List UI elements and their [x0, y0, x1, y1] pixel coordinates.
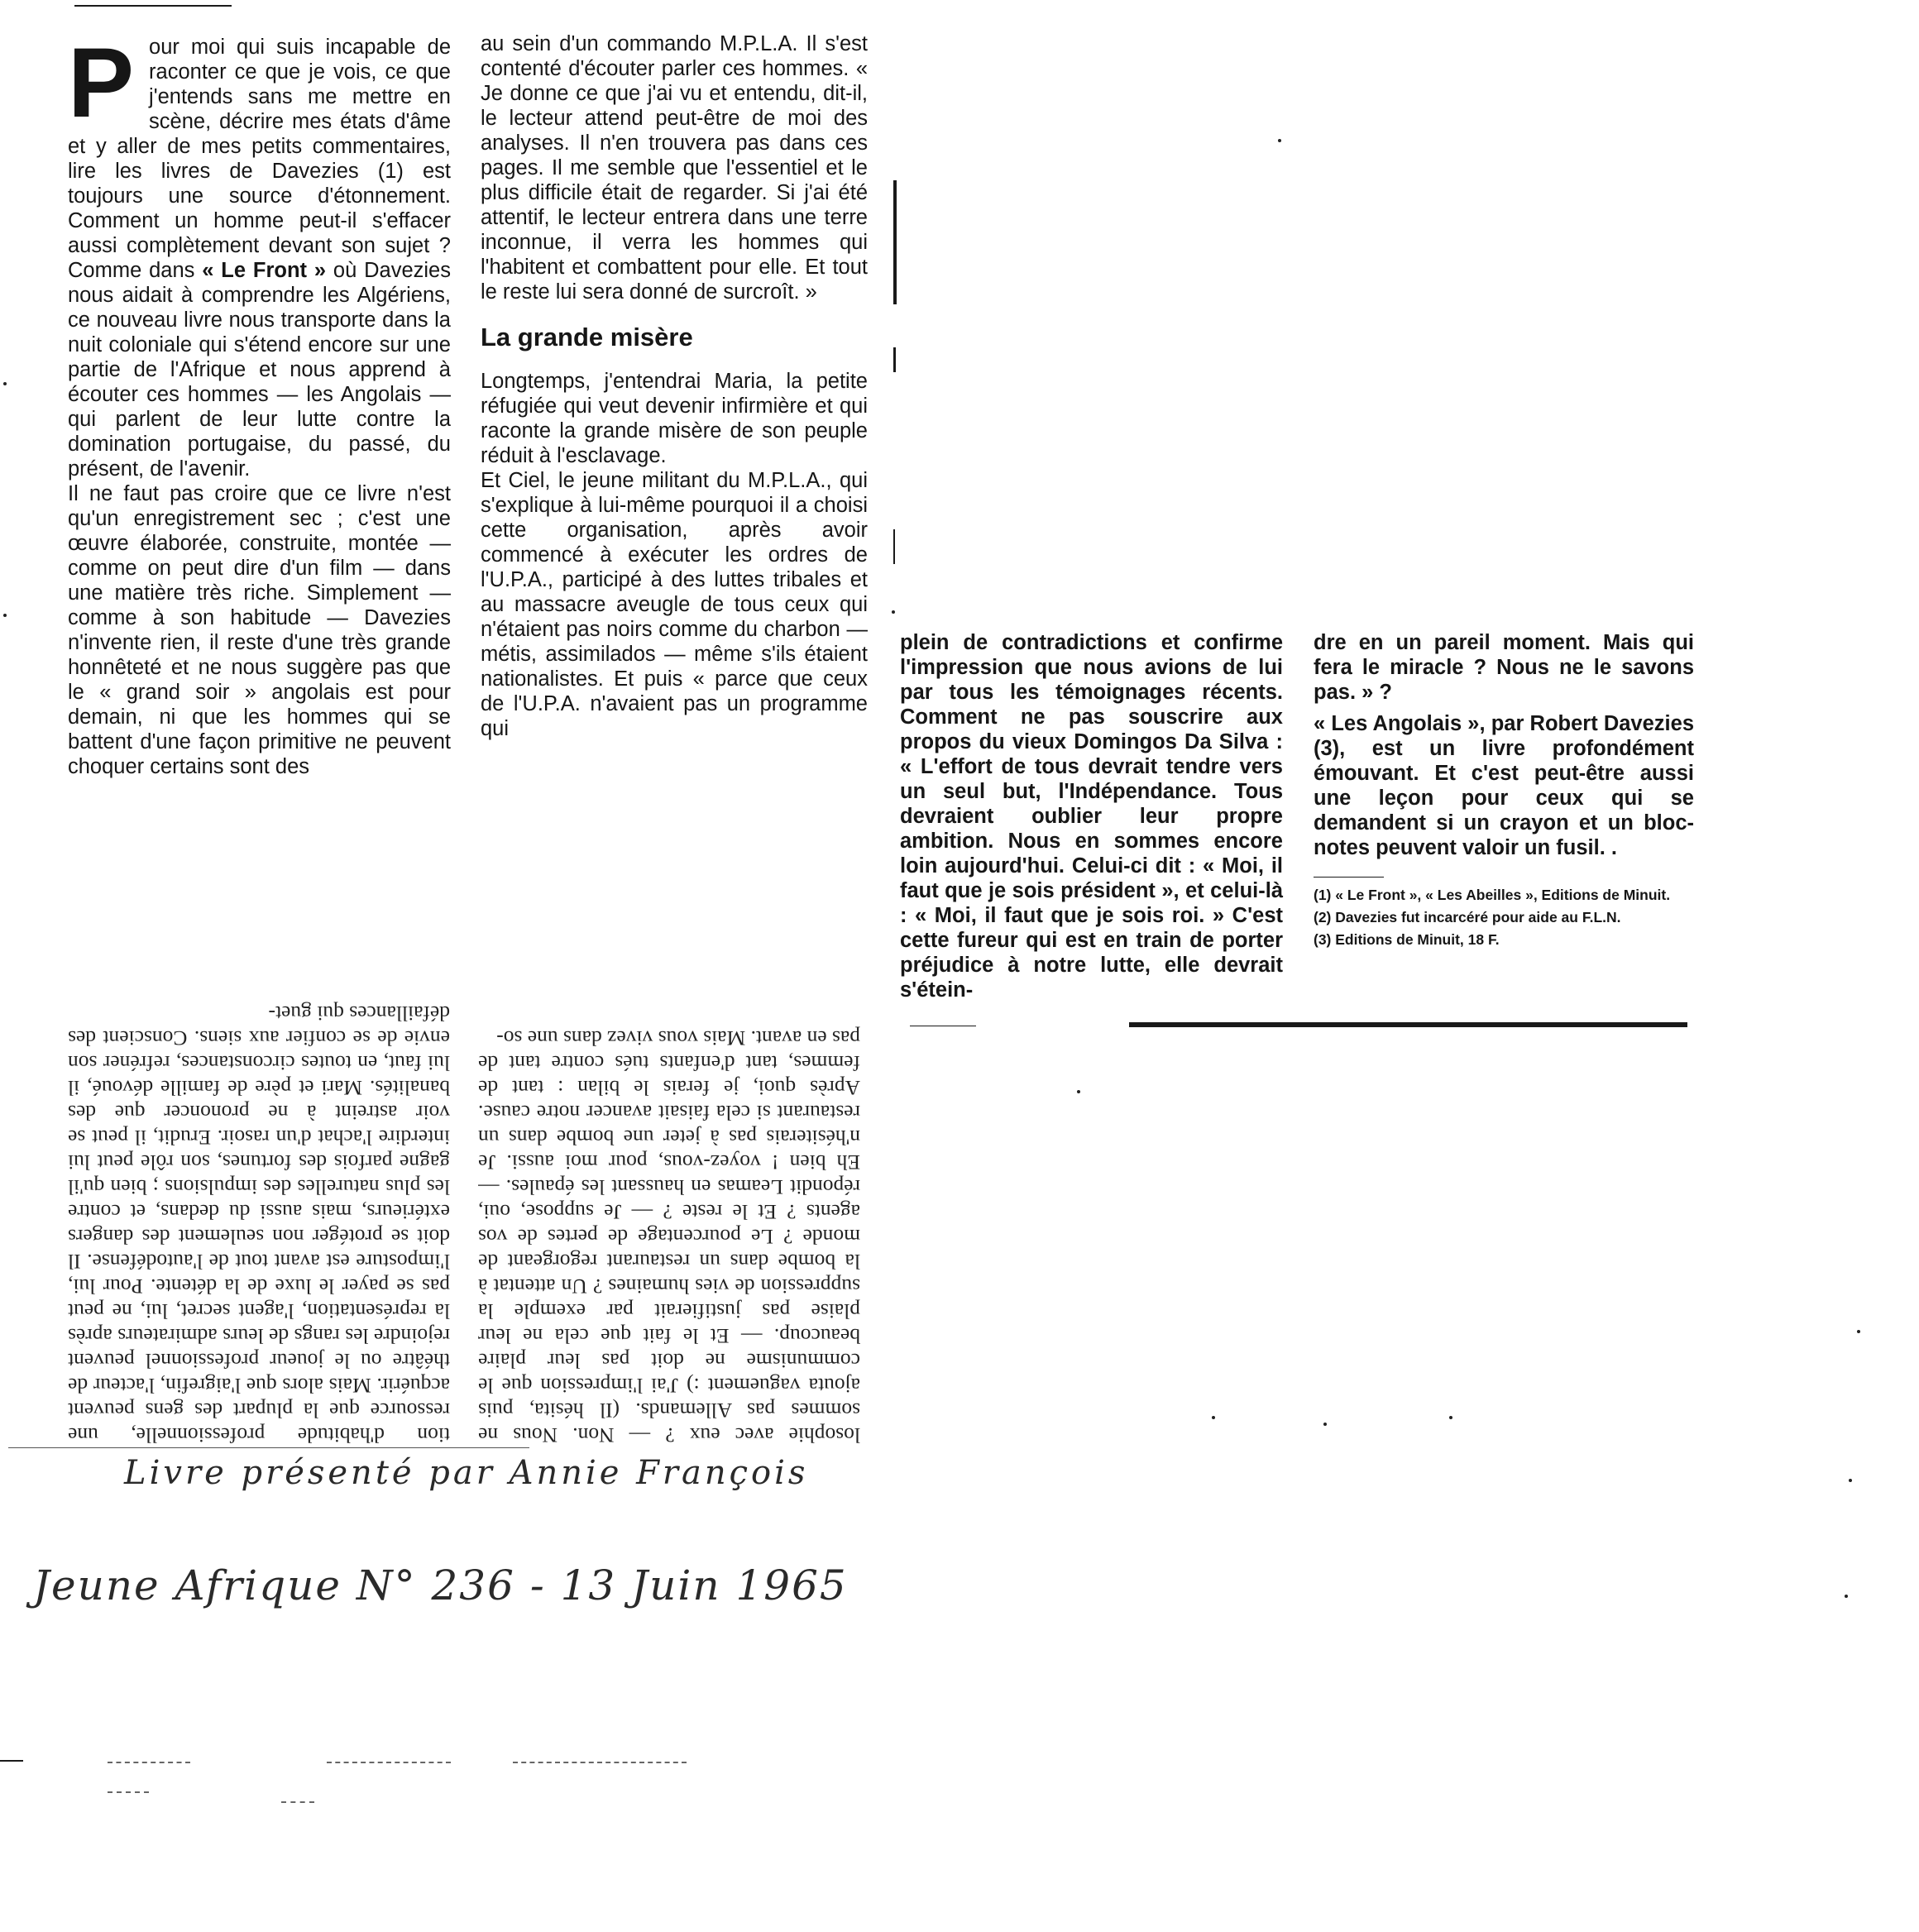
footnotes — [1314, 887, 1694, 954]
scan-dash — [327, 1762, 451, 1764]
scan-speck — [1849, 1479, 1852, 1482]
article-column-1 — [68, 35, 451, 835]
column1-paragraph-1-a: our moi qui suis incapable de raconter ce que je vois, ce que j'entends sans me mettre en scène, décrire mes états d'âme et y aller de mes petits commentaires, lire les livres de Davezies (1) est toujours une source d'étonnement. Comment un homme peut-il s'effacer aussi complètement devant son sujet ? Comme dans — [68, 36, 451, 282]
column-divider-mark — [893, 180, 897, 304]
scan-speck — [1449, 1416, 1452, 1419]
column-divider-mark — [893, 347, 896, 372]
footnote-1: (1) « Le Front », « Les Abeilles », Editions de Minuit. — [1314, 887, 1671, 903]
scan-edge-mark — [0, 1760, 23, 1762]
scan-dash — [513, 1762, 687, 1764]
column-divider-mark — [893, 529, 895, 564]
scan-dash — [108, 1762, 190, 1764]
column3-paragraph: plein de contradictions et confirme l'impression que nous avions de lui par tous les témoignages récents. Comment ne pas souscrire aux propos du vieux Domingos Da Silva : « L'effort de tous devrait tendre vers un seul but, l'Indépendance. Tous devraient oublier leur propre ambition. Nous en sommes encore loin aujourd'hui. Celui-ci dit : « Moi, il faut que je sois président », et celui-là : « Moi, il faut que je sois roi. » C'est cette fureur qui est en train de porter préjudice à notre lutte, elle devrait s'étein- — [900, 631, 1283, 1002]
book-title-le-front: « Le Front » — [202, 259, 327, 282]
scan-dash — [108, 1791, 149, 1794]
footnote-rule — [1314, 877, 1384, 878]
scan-speck — [1323, 1423, 1327, 1426]
upside-down-paragraph-right: losophie avec eux ? — Non. Nous ne sommes pas Allemands. (Il hésita, puis ajouta vaguement :) J'ai l'impression que le communisme ne doit pas leur plaire beaucoup. — Et le fait que cela ne leur plaise pas justifierait par exemple la suppression de vies humaines ? Un attentat à la bombe dans un restaurant regorgeant de monde ? Le pourcentage de pertes de vos agents ? Et le reste ? — Je suppose, oui, répondit Leamas en haussant les épaules. — Eh bien ! voyez-vous, pour moi aussi. Je n'hésiterais pas à jeter une bombe dans un restaurant si cela faisait avancer notre cause. Après quoi, je ferais le bilan : tant de femmes, tant d'enfants tués contre tant de pas en avant. Mais vous vivez dans une so- — [478, 1026, 860, 1447]
article-column-4 — [1314, 630, 1694, 860]
handwritten-note: Livre présenté par Annie François — [124, 1454, 809, 1492]
article-column-3 — [900, 630, 1283, 1002]
drop-cap: P — [68, 35, 133, 138]
column4-paragraph-1: dre en un pareil moment. Mais qui fera le miracle ? Nous ne le savons pas. » ? — [1314, 631, 1694, 704]
column1-paragraph-1-b: où Davezies nous aidait à comprendre les Algériens, ce nouveau livre nous transporte dans la nuit coloniale qui s'étend encore sur une partie de l'Afrique et nous apprend à écouter ces hommes — les Angolais — qui parlent de leur lutte contre la domination portugaise, du passé, du présent, de l'avenir. — [68, 259, 451, 481]
column2-paragraph-1: au sein d'un commando M.P.L.A. Il s'est contenté d'écouter parler ces hommes. « Je donne ce que j'ai vu et entendu, dit-il, le lecteur attend peut-être de moi des analyses. Il n'en trouvera pas dans ces pages. Il me semble que l'essentiel et le plus difficile était de regarder. Si j'ai été attentif, le lecteur entrera dans une terre inconnue, il verra les hommes qui l'habitent et combattent pour elle. Et tout le reste lui sera donné de surcroît. » — [481, 32, 868, 304]
scan-speck — [3, 614, 7, 617]
upside-down-text-left — [68, 910, 450, 1447]
scan-speck — [1857, 1330, 1860, 1333]
column2-paragraph-3: Et Ciel, le jeune militant du M.P.L.A., qui s'explique à lui-même pourquoi il a choisi cette organisation, après avoir commencé à exécuter les ordres de l'U.P.A., participé à des luttes tribales et au massacre aveugle de tous ceux qui n'étaient pas noirs comme du charbon — métis, assimilados — même s'ils étaient nationalistes. Et puis « parce que ceux de l'U.P.A. n'avaient pas un programme qui — [481, 469, 868, 740]
scan-dash — [281, 1801, 314, 1804]
scan-speck — [892, 610, 895, 614]
scan-speck — [1077, 1090, 1080, 1093]
scan-speck — [1278, 139, 1281, 142]
upside-down-paragraph-left: tion d'habitude professionnelle, une ressource que la plupart des gens peuvent acquérir. Mais alors que l'aigrefin, l'acteur de théâtre ou le joueur professionnel peuvent rejoindre les rangs de leurs admirateurs après la représentation, l'agent secret, lui, ne peut pas se payer le luxe de la détente. Pour lui, l'imposture est avant tout de l'autodéfense. Il doit se protéger non seulement des dangers extérieurs, mais aussi du dedans, et contre les plus naturelles des impulsions ; bien qu'il gagne parfois des fortunes, son rôle peut lui interdire l'achat d'un rasoir. Erudit, il peut se voir astreint à ne prononcer que des banalités. Mari et père de famille dévoué, il lui faut, en toutes circonstances, refréner son envie de se confier aux siens. Conscient des défaillances qui guet- — [68, 1002, 450, 1447]
column2-paragraph-2: Longtemps, j'entendrai Maria, la petite réfugiée qui veut devenir infirmière et qui raconte la grande misère de son peuple réduit à l'esclavage. — [481, 370, 868, 467]
bottom-rule-thick — [1129, 1022, 1687, 1027]
upside-down-text-right — [478, 910, 860, 1447]
scan-speck — [3, 382, 7, 385]
article-column-2 — [481, 31, 868, 835]
section-heading: La grande misère — [481, 323, 693, 351]
footnote-3: (3) Editions de Minuit, 18 F. — [1314, 931, 1500, 948]
handwriting-underline — [8, 1447, 529, 1448]
footnote-2: (2) Davezies fut incarcéré pour aide au F.L.N. — [1314, 909, 1621, 925]
scan-speck — [1845, 1595, 1848, 1598]
column1-paragraph-2: Il ne faut pas croire que ce livre n'est qu'un enregistrement sec ; c'est une œuvre élaborée, construite, montée — comme on peut dire d'un film — dans une matière très riche. Simplement — comme à son habitude — Davezies n'invente rien, il reste d'une très grande honnêteté et ne nous suggère pas que le « grand soir » angolais est pour demain, ni que les hommes qui se battent d'une façon primitive ne peuvent choquer certains sont des — [68, 482, 451, 778]
top-rule — [74, 5, 232, 7]
handwritten-citation: Jeune Afrique N° 236 - 13 Juin 1965 — [33, 1561, 848, 1609]
column4-paragraph-2: « Les Angolais », par Robert Davezies (3), est un livre profondément émouvant. Et c'est peut-être aussi une leçon pour ceux qui se demandent si un crayon et un bloc-notes peuvent valoir un fusil. . — [1314, 712, 1694, 859]
scan-speck — [1212, 1416, 1215, 1419]
